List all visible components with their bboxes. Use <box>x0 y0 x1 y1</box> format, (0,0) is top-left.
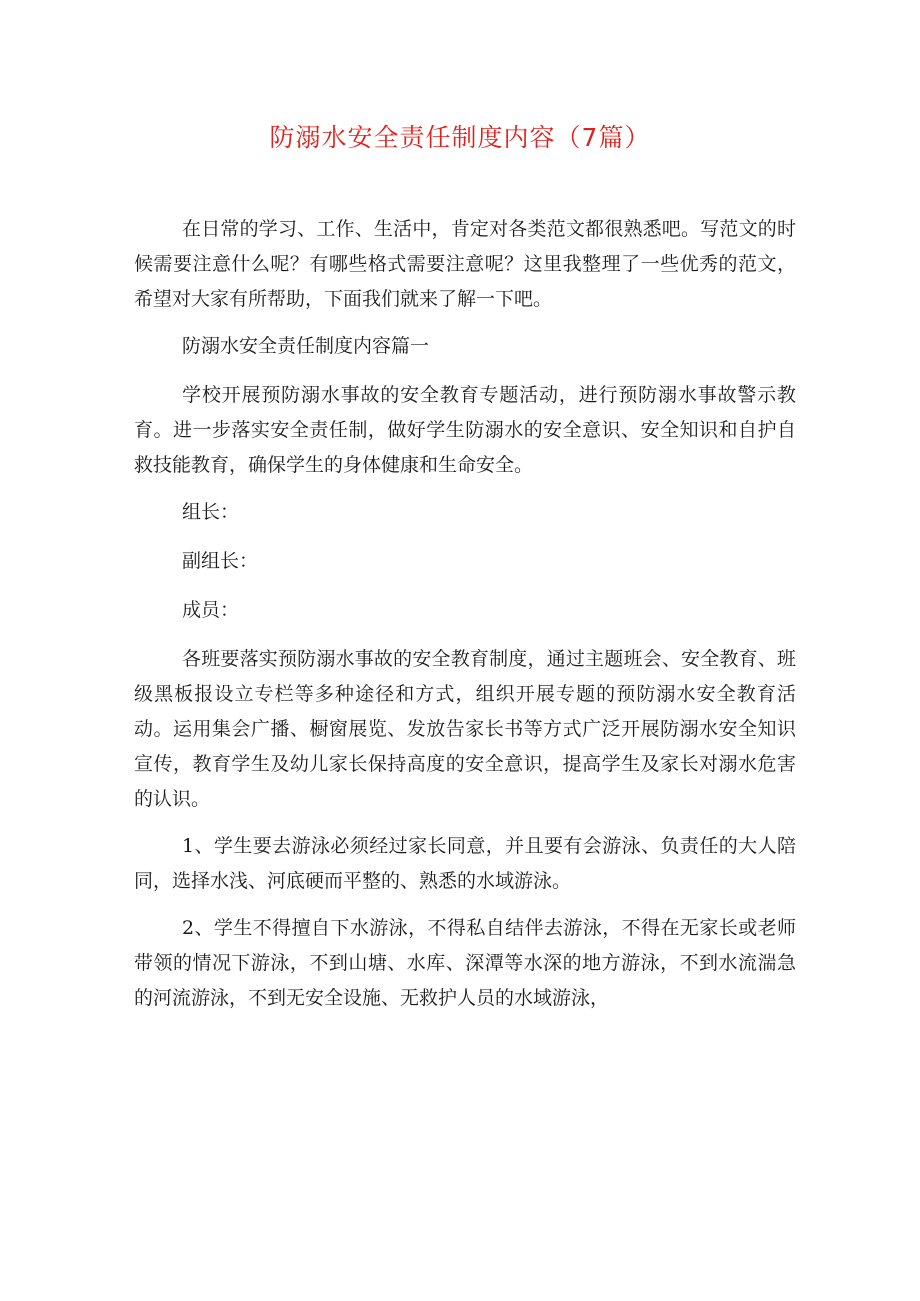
group-leader-label: 组长： <box>182 501 240 523</box>
section-heading: 防溺水安全责任制度内容篇一 <box>182 335 430 357</box>
rule-item: 1、学生要去游泳必须经过家长同意，并且要有会游泳、负责任的大人陪同，选择水浅、河底硬而平整的、熟悉的水域游泳。 <box>134 835 796 892</box>
body-paragraph: 学校开展预防溺水事故的安全教育专题活动，进行预防溺水事故警示教育。进一步落实安全责任制，做好学生防溺水的安全意识、安全知识和自护自救技能教育，确保学生的身体健康和生命安全。 <box>134 384 796 476</box>
document-title: 防溺水安全责任制度内容（7篇） <box>269 123 651 152</box>
document-body <box>134 212 796 1028</box>
deputy-leader-label: 副组长： <box>182 550 259 572</box>
body-paragraph: 各班要落实预防溺水事故的安全教育制度，通过主题班会、安全教育、班级黑板报设立专栏等多种途径和方式，组织开展专题的预防溺水安全教育活动。运用集会广播、橱窗展览、发放告家长书等方式广泛开展防溺水安全知识宣传，教育学生及幼儿家长保持高度的安全意识，提高学生及家长对溺水危害的认识。 <box>134 648 796 810</box>
intro-paragraph: 在日常的学习、工作、生活中，肯定对各类范文都很熟悉吧。写范文的时候需要注意什么呢？有哪些格式需要注意呢？这里我整理了一些优秀的范文，希望对大家有所帮助，下面我们就来了解一下吧。 <box>134 218 796 310</box>
rule-item: 2、学生不得擅自下水游泳，不得私自结伴去游泳，不得在无家长或老师带领的情况下游泳，不到山塘、水库、深潭等水深的地方游泳，不到水流湍急的河流游泳，不到无安全设施、无救护人员的水域游泳， <box>134 917 796 1009</box>
members-label: 成员： <box>182 599 240 621</box>
